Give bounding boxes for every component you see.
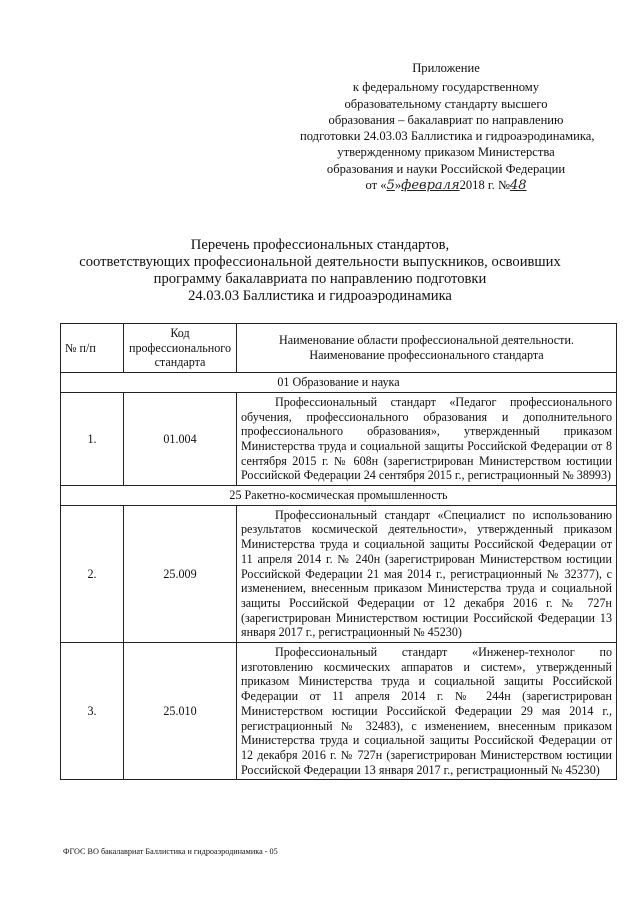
row-standard-text: Профессиональный стандарт «Педагог профессионального обучения, профессионального образования и дополнительного профессионального образования», утвержденный приказом Министерства труда и социальной защиты Российской Федерации от 8 сентября 2015 г. № 608н (зарегистрирован Министерством юстиции Российской Федерации 24 сентября 2015 г., регистрационный № 38993) xyxy=(241,394,612,483)
table-header-row xyxy=(61,324,617,373)
order-prefix: от « xyxy=(365,178,387,193)
row-number: 2. xyxy=(61,505,124,642)
header-code: Код профессионального стандарта xyxy=(124,324,237,373)
appendix-heading: Приложение xyxy=(412,61,480,75)
order-number: 48 xyxy=(509,178,527,194)
row-standard-text: Профессиональный стандарт «Инженер-технолог по изготовлению космических аппаратов и систем», утвержденный приказом Министерства труда и социальной защиты Российской Федерации от 11 апреля 2014 г. № 244н (зарегистрирован Министерством юстиции Российской Федерации 29 мая 2014 г., регистрационный № 32483), с изменением, внесенным приказом Министерства труда и социальной защиты Российской Федерации от 12 декабря 2016 г. № 727н (зарегистрирован Министерством юстиции Российской Федерации 13 января 2017 г., регистрационный № 45230) xyxy=(241,645,612,777)
appendix-line: образовательному стандарту высшего xyxy=(344,96,548,111)
section-row xyxy=(61,486,617,506)
row-standard-cell xyxy=(237,643,617,780)
row-standard-text: Профессиональный стандарт «Специалист по использованию результатов космической деятельности», утвержденный приказом Министерства труда и социальной защиты Российской Федерации от 11 апреля 2014 г. № 240н (зарегистрирован Министерством юстиции Российской Федерации 21 мая 2014 г., регистрационный № 32377), с изменением, внесенным приказом Министерства труда и социальной защиты Российской Федерации от 12 декабря 2016 г. № 727н (зарегистрирован Министерством юстиции Российской Федерации 13 января 2017 г., регистрационный № 45230) xyxy=(241,507,612,640)
row-code: 25.010 xyxy=(124,643,237,780)
section-row xyxy=(61,373,617,393)
section-title: 01 Образование и наука xyxy=(61,373,617,393)
order-date-line xyxy=(300,177,592,194)
appendix-line: к федеральному государственному xyxy=(352,80,540,95)
title-line: 24.03.03 Баллистика и гидроаэродинамика xyxy=(188,288,452,304)
appendix-line: образования – бакалавриат по направлению xyxy=(328,112,564,127)
row-number: 3. xyxy=(61,643,124,780)
header-name: Наименование области профессиональной деятельности. Наименование профессионального стандарта xyxy=(237,324,617,373)
table-row xyxy=(61,392,617,485)
title-line: соответствующих профессиональной деятельности выпускников, освоивших xyxy=(79,254,561,270)
title-line: программу бакалавриата по направлению подготовки xyxy=(153,271,487,287)
header-number: № п/п xyxy=(61,324,124,373)
appendix-block xyxy=(300,60,595,194)
document-title xyxy=(40,237,600,305)
row-number: 1. xyxy=(61,392,124,485)
section-title: 25 Ракетно-космическая промышленность xyxy=(61,486,617,506)
title-line: Перечень профессиональных стандартов, xyxy=(190,237,450,253)
page-footer: ФГОС ВО бакалавриат Баллистика и гидроаэродинамика - 05 xyxy=(63,847,278,856)
appendix-line: утвержденному приказом Министерства xyxy=(337,145,555,160)
order-middle: » xyxy=(394,178,402,193)
row-code: 01.004 xyxy=(124,392,237,485)
appendix-line: подготовки 24.03.03 Баллистика и гидроаэродинамика, xyxy=(300,129,595,144)
row-standard-cell xyxy=(237,505,617,642)
order-month: февраля xyxy=(401,178,460,194)
row-code: 25.009 xyxy=(124,505,237,642)
table-row xyxy=(61,505,617,642)
standards-table xyxy=(60,323,617,780)
row-standard-cell xyxy=(237,392,617,485)
appendix-line: образования и науки Российской Федерации xyxy=(326,161,566,176)
order-day: 5 xyxy=(386,178,395,194)
table-row xyxy=(61,643,617,780)
order-year: 2018 г. № xyxy=(459,178,510,193)
